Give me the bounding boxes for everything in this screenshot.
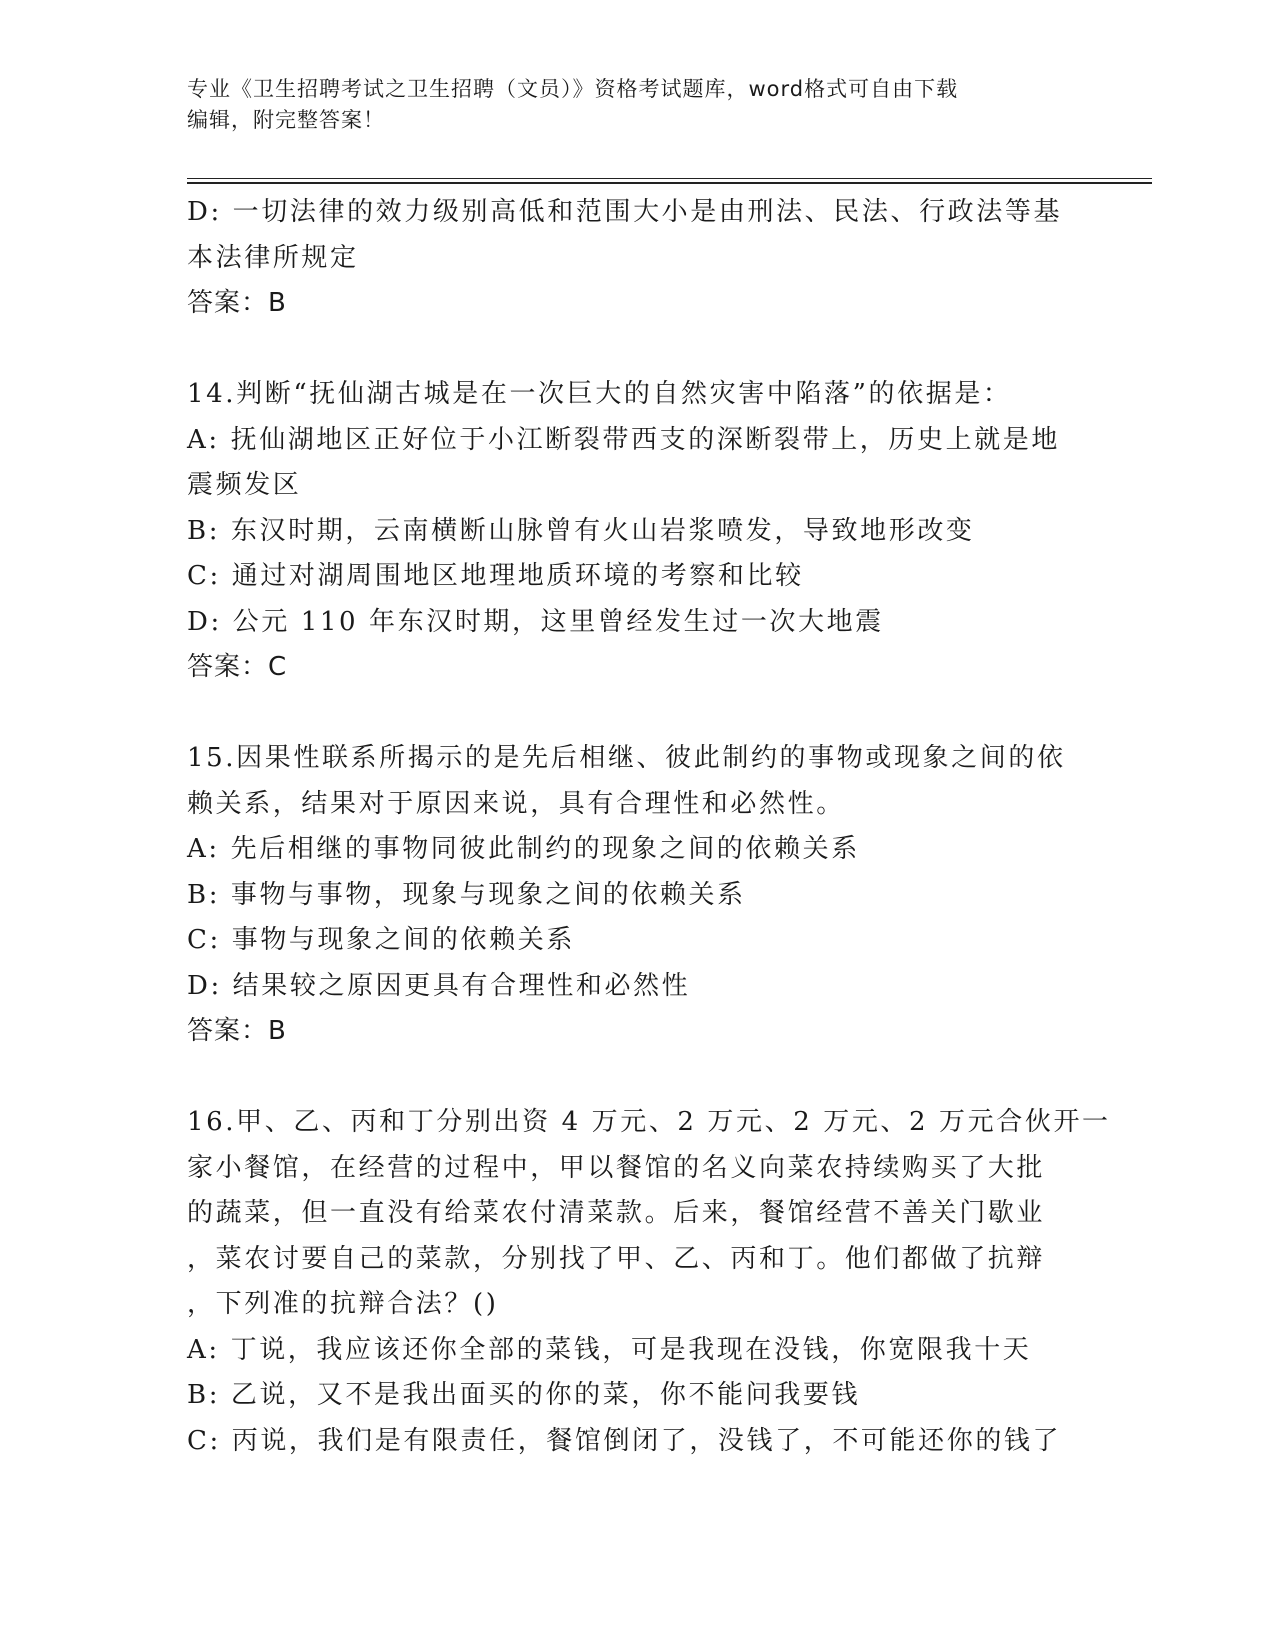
q15-stem-cont: 赖关系，结果对于原因来说，具有合理性和必然性。 (187, 788, 845, 819)
q15-answer: 答案：B (187, 1016, 287, 1046)
q13-option-d: D: 一切法律的效力级别高低和范围大小是由刑法、民法、行政法等基 (187, 197, 1063, 227)
q14-option-b: B: 东汉时期，云南横断山脉曾有火山岩浆喷发，导致地形改变 (187, 515, 975, 546)
q16-stem-cont-2: 的蔬菜，但一直没有给菜农付清菜款。后来，餐馆经营不善关门歇业 (187, 1198, 1046, 1228)
q16-option-b: B: 乙说，又不是我出面买的你的菜，你不能问我要钱 (187, 1380, 861, 1410)
question-16 (187, 1100, 1111, 1464)
q16-option-a: A: 丁说，我应该还你全部的菜钱，可是我现在没钱，你宽限我十天 (187, 1334, 1032, 1365)
q16-stem-cont-1: 家小餐馆，在经营的过程中，甲以餐馆的名义向菜农持续购买了大批 (187, 1152, 1046, 1183)
q15-option-c: C: 事物与现象之间的依赖关系 (187, 925, 575, 955)
header-line-2: 编辑，附完整答案！ (187, 108, 385, 132)
q13-answer: 答案：B (187, 288, 287, 318)
q14-option-a: A: 抚仙湖地区正好位于小江断裂带西支的深断裂带上，历史上就是地 (187, 424, 1061, 455)
document-body (187, 190, 1111, 1464)
q14-option-d: D: 公元 110 年东汉时期，这里曾经发生过一次大地震 (187, 606, 884, 637)
q14-option-a-cont: 震频发区 (187, 470, 302, 500)
q13-option-d-cont: 本法律所规定 (187, 242, 359, 273)
header-divider-thick (187, 182, 1152, 184)
spacer (187, 691, 1087, 737)
q14-stem: 14.判断“抚仙湖古城是在一次巨大的自然灾害中陷落”的依据是： (187, 379, 1012, 409)
question-14 (187, 372, 1087, 691)
q15-option-d: D: 结果较之原因更具有合理性和必然性 (187, 970, 691, 1001)
q15-option-a: A: 先后相继的事物同彼此制约的现象之间的依赖关系 (187, 834, 860, 864)
question-13-tail (187, 190, 1087, 327)
question-15 (187, 736, 1087, 1055)
header-divider-thin (187, 178, 1152, 179)
q15-stem: 15.因果性联系所揭示的是先后相继、彼此制约的事物或现象之间的依 (187, 743, 1066, 773)
q14-answer: 答案：C (187, 652, 288, 682)
q16-option-c: C: 丙说，我们是有限责任，餐馆倒闭了，没钱了，不可能还你的钱了 (187, 1425, 1062, 1456)
q16-stem-cont-4: ，下列准的抗辩合法？() (187, 1289, 499, 1319)
spacer (187, 1055, 1087, 1101)
q14-option-c: C: 通过对湖周围地区地理地质环境的考察和比较 (187, 561, 804, 591)
q16-stem: 16.甲、乙、丙和丁分别出资 4 万元、2 万元、2 万元、2 万元合伙开一 (187, 1107, 1111, 1137)
document-header (187, 74, 1087, 136)
spacer (187, 327, 1087, 373)
q16-stem-cont-3: ，菜农讨要自己的菜款，分别找了甲、乙、丙和丁。他们都做了抗辩 (187, 1243, 1046, 1274)
header-line-1: 专业《卫生招聘考试之卫生招聘（文员）》资格考试题库，word格式可自由下载 (187, 77, 959, 101)
q15-option-b: B: 事物与事物，现象与现象之间的依赖关系 (187, 879, 746, 910)
